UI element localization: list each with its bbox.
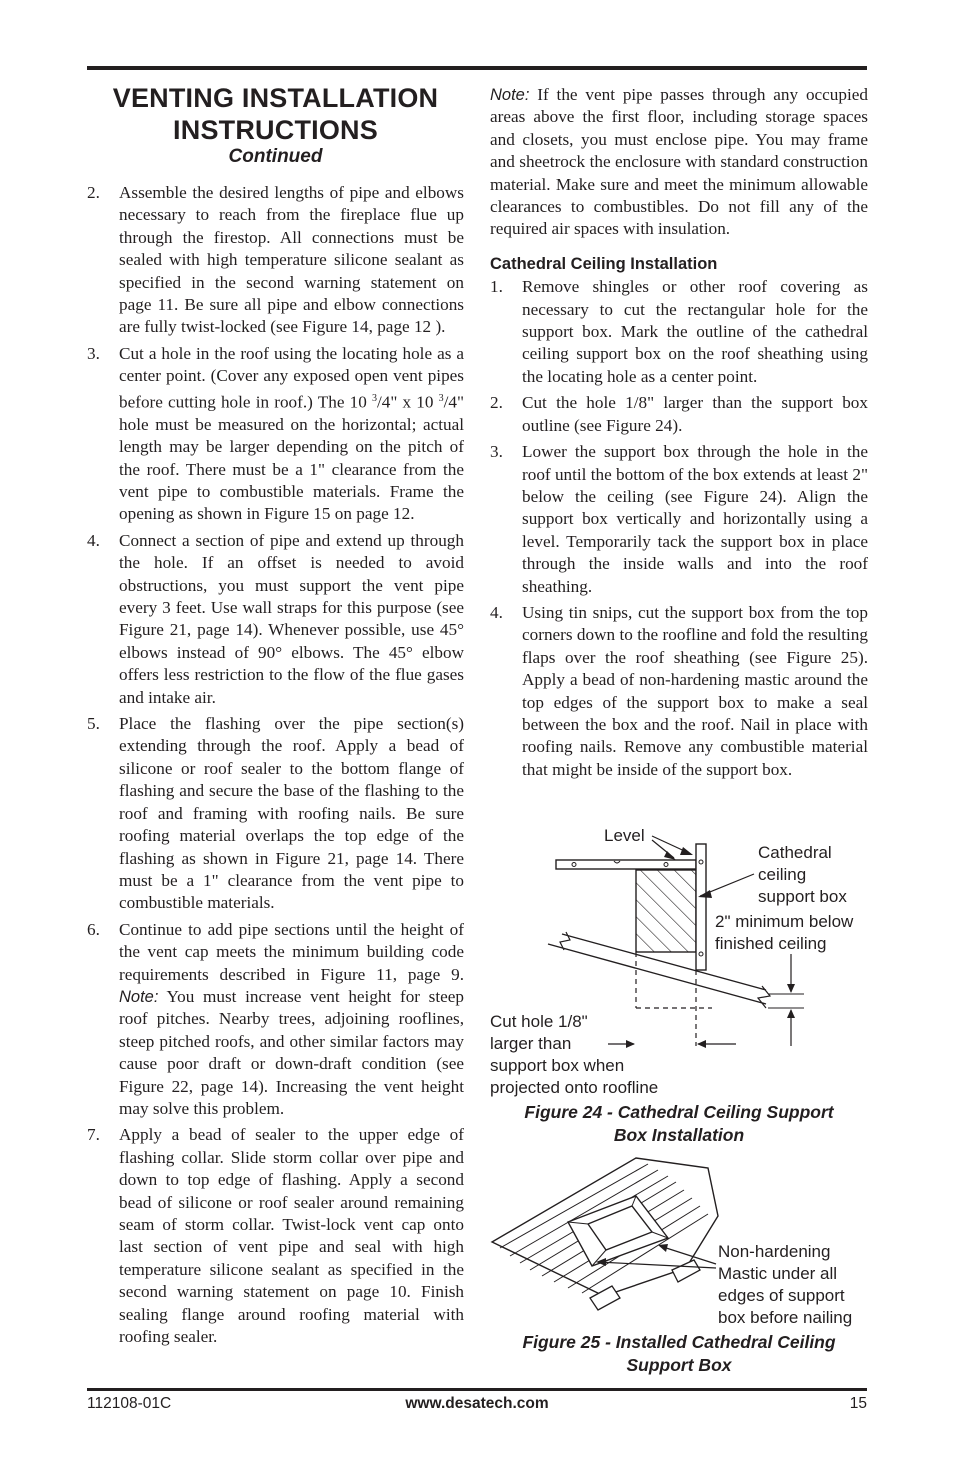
label-level: Level xyxy=(604,826,645,845)
step-text: Remove shingles or other roof covering as necessary to cut the rectangular hole for the support box. Mark the outline of the cathedral ceiling support box on the roof sheathing using the locating hole as a center point. xyxy=(522,277,868,386)
step-text-part-b: /4" x 10 xyxy=(376,392,439,412)
mastic-label-line-3: edges of support xyxy=(718,1286,845,1305)
part-number: 112108-01C xyxy=(87,1395,172,1412)
label-cut-line-4: projected onto roofline xyxy=(490,1078,659,1097)
step-text-part-a: Continue to add pipe sections until the height of the vent cap meets the minimum building code requirements described in Figure 11, page 9. xyxy=(119,919,464,984)
caption-line-1: Figure 25 - Installed Cathedral Ceiling xyxy=(522,1332,836,1352)
step-text: Connect a section of pipe and extend up through the hole. If an offset is needed to avoid obstructions, you must support the vent pipe every 3 feet. Use wall straps for this purpose (see Figure 21, page 14). Whenever possible, use 45° elbows instead of 90° elbows. The 45° elbow offers less restriction to the flow of the flue gases and intake air. xyxy=(119,530,464,707)
arrowhead xyxy=(787,984,795,993)
caption-line-1: Figure 24 - Cathedral Ceiling Support xyxy=(524,1102,834,1122)
list-item xyxy=(490,276,868,388)
step-text-part-b: You must increase vent height for steep roof pitches. Nearby trees, adjoining rooflines, steep pitched roofs, and other similar factors may cause poor draft or down-draft condition (see Figure 22, page 14). Increasing the vent height may solve this problem. xyxy=(119,986,464,1118)
list-item xyxy=(87,530,464,709)
figure-24-diagram xyxy=(486,818,878,1100)
website-link[interactable]: www.desatech.com xyxy=(405,1395,549,1412)
vertical-level xyxy=(696,844,706,970)
label-min-line-1: 2" minimum below xyxy=(715,912,854,931)
label-cut-line-2: larger than xyxy=(490,1034,572,1053)
level-bar xyxy=(556,860,696,869)
mastic-label-line-1: Non-hardening xyxy=(718,1242,831,1261)
step-number: 4. xyxy=(87,530,100,550)
step-text-part-a: Cut a hole in the roof using the locating hole as a center point. (Cover any exposed open vent pipes before cutting hole in roof.) The 10 xyxy=(119,343,464,412)
step-number: 5. xyxy=(87,714,100,734)
fraction-numerator: 3 xyxy=(371,392,377,404)
mastic-label-line-2: Mastic under all xyxy=(718,1264,838,1283)
step-number: 6. xyxy=(87,919,100,939)
list-item xyxy=(490,392,868,437)
arrowhead xyxy=(626,1040,635,1048)
note-text: If the vent pipe passes through any occupied areas above the first floor, including storage spaces and closets, you must enclose pipe. You may frame and sheetrock the enclosure with standard construction material. Make sure and meet the minimum allowable clearances to combustibles. Do not fill any of the required air spaces with insulation. xyxy=(490,85,868,239)
arrowhead xyxy=(787,1009,795,1018)
step-text: Place the flashing over the pipe section(s) extending through the roof. Apply a bead of silicone or roof sealer to the bottom flange of flashing and secure the base of the flashing to the roof and framing with roofing nails. Be sure roofing material overlaps the top edge of the flashing as shown in Figure 21, page 14. There must be a 1" clearance from the vent pipe to combustible materials. xyxy=(119,714,464,913)
list-item xyxy=(87,343,464,526)
step-text: Using tin snips, cut the support box from the top corners down to the roofline and fold the resulting flaps over the roof sheathing (see Figure 25). Apply a bead of non-hardening mastic around the top edges of the support box to make a seal between the box and the roof. Nail in place with roofing nails. Remove any combustible material that might be inside of the support box. xyxy=(522,602,868,779)
arrowhead xyxy=(697,1040,706,1048)
list-item xyxy=(87,182,464,339)
list-item xyxy=(490,602,868,781)
top-rule xyxy=(87,66,867,70)
step-number: 2. xyxy=(490,393,503,413)
break-mark xyxy=(758,986,770,1008)
note-label: Note: xyxy=(119,987,159,1006)
title-line-2: INSTRUCTIONS xyxy=(173,115,378,145)
step-number: 2. xyxy=(87,183,100,202)
arrowhead xyxy=(664,851,676,860)
step-number: 7. xyxy=(87,1125,100,1145)
label-cut-line-1: Cut hole 1/8" xyxy=(490,1012,588,1031)
roofline-bottom xyxy=(548,944,766,1004)
caption-line-2: Box Installation xyxy=(613,1125,745,1145)
enclosure-note xyxy=(490,84,868,241)
caption-line-2: Support Box xyxy=(626,1355,732,1375)
list-item xyxy=(490,441,868,598)
cathedral-steps-list xyxy=(490,276,868,781)
step-text: Apply a bead of sealer to the upper edge of flashing collar. Slide storm collar over pipe and down to top edge of flashing. Apply a second bead of silicone or roof sealer around remaining seam of storm collar. Twist-lock vent cap onto last section of vent pipe and seal with high temperature silicone sealant as specified in the second warning statement on page 10. Finish sealing flange around roofing material with roofing sealer. xyxy=(119,1125,464,1347)
step-text: Cut the hole 1/8" larger than the support box outline (see Figure 24). xyxy=(522,393,868,435)
bottom-rule xyxy=(87,1388,867,1391)
step-text: Assemble the desired lengths of pipe and elbows necessary to reach from the fireplace flue up through the firestop. All connections must be sealed with high temperature silicone sealant as specified in the second warning statement on page 11. Be sure all pipe and elbow connections are fully twist-locked (see Figure 14, page 12 ). xyxy=(119,183,464,337)
venting-steps-list xyxy=(87,182,464,1348)
title-line-1: VENTING INSTALLATION xyxy=(112,83,439,113)
list-item xyxy=(87,1124,464,1348)
note-label: Note: xyxy=(490,86,530,104)
list-item xyxy=(87,713,464,915)
figure-25-caption xyxy=(486,1331,872,1377)
step-number: 3. xyxy=(490,442,503,462)
left-column xyxy=(87,80,464,1352)
mastic-label-line-4: box before nailing xyxy=(718,1308,853,1327)
label-cut-line-3: support box when xyxy=(490,1056,625,1075)
page-number: 15 xyxy=(849,1395,867,1412)
list-item xyxy=(87,919,464,1121)
fraction-numerator: 3 xyxy=(438,392,444,404)
label-box-line-1: Cathedral xyxy=(758,843,832,862)
step-number: 1. xyxy=(490,277,503,297)
figure-25-diagram xyxy=(486,1150,878,1330)
step-text: Lower the support box through the hole in the roof until the bottom of the box extends at least 2" below the ceiling (see Figure 24). Align the support box vertically and horizontally using a level. Temporarily tack the support box in place through the inside walls and into the roof sheathing. xyxy=(522,442,868,596)
figure-24-caption xyxy=(486,1101,872,1147)
label-box-line-2: ceiling xyxy=(758,865,807,884)
section-heading: Cathedral Ceiling Installation xyxy=(490,254,718,273)
label-box-line-3: support box xyxy=(758,887,847,906)
arrowhead xyxy=(680,847,693,855)
support-box xyxy=(636,870,696,952)
page-title xyxy=(87,82,464,146)
step-text-part-c: /4" hole must be measured on the horizontal; actual length may be larger depending on the pitch of the roof. There must be a 1" clearance from the vent pipe to combustible materials. Frame the opening as shown in Figure 15 on page 12. xyxy=(119,392,465,524)
step-number: 3. xyxy=(87,343,100,363)
step-number: 4. xyxy=(490,602,503,622)
right-column xyxy=(490,84,868,785)
label-min-line-2: finished ceiling xyxy=(715,934,827,953)
page-subtitle: Continued xyxy=(228,146,323,167)
